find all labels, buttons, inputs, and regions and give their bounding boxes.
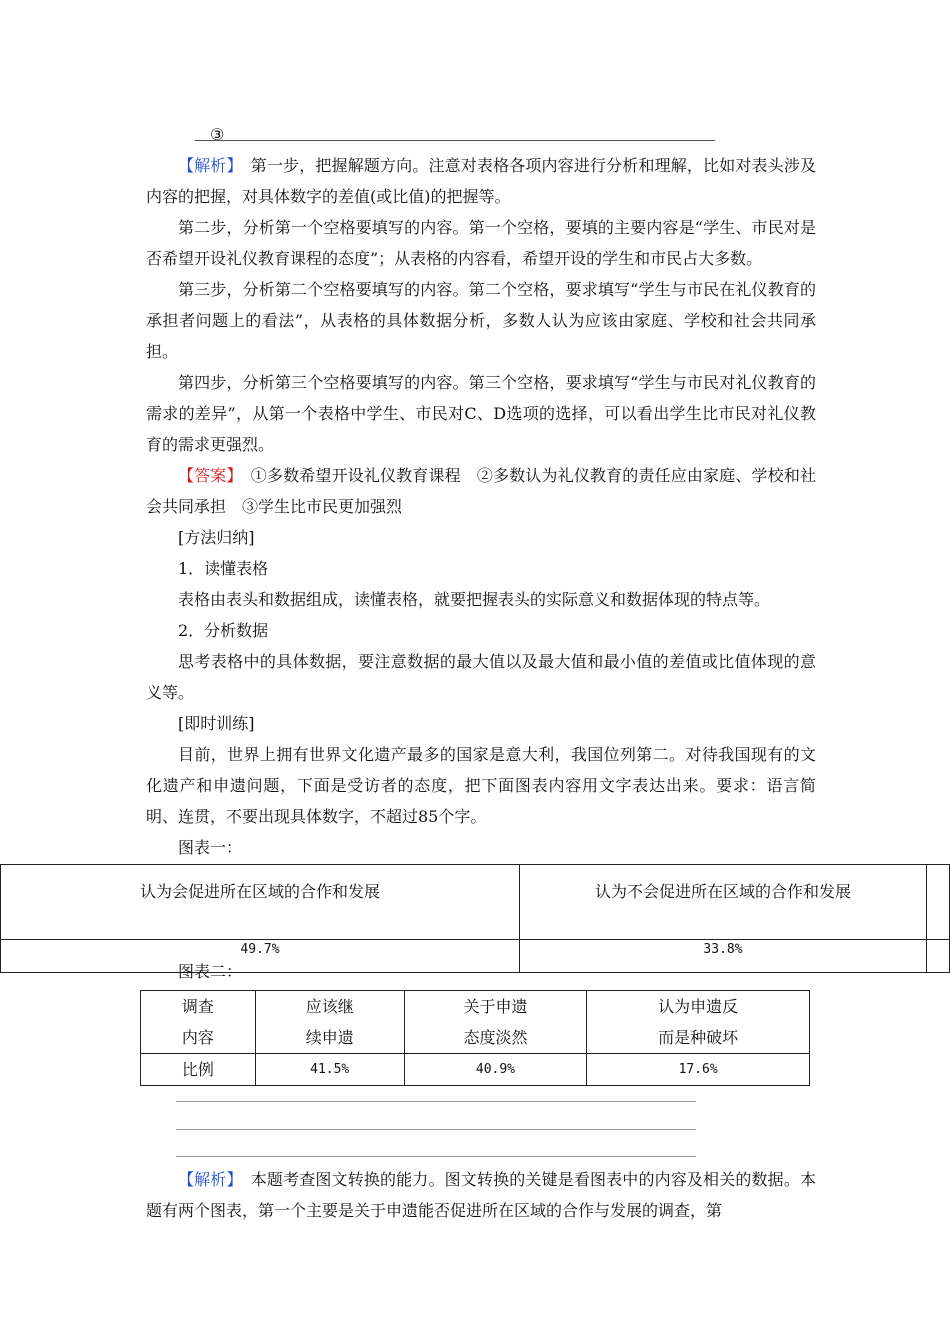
chart2-table <box>140 990 810 1086</box>
table2-value-2: 40.9% <box>404 1054 587 1086</box>
method-heading: [方法归纳] <box>178 528 255 547</box>
training-heading: [即时训练] <box>178 714 255 733</box>
answer-tag: 【答案】 <box>178 466 235 485</box>
table2-header-3: 关于申遗 态度淡然 <box>404 991 587 1054</box>
answer-text: ①多数希望开设礼仪教育课程 ②多数认为礼仪教育的责任应由家庭、学校和社会共同承担 ③学生比市民更加强烈 <box>146 466 816 516</box>
analysis-step4: 第四步，分析第三个空格要填写的内容。第三个空格，要求填写“学生与市民对礼仪教育的需求的差异”，从第一个表格中学生、市民对C、D选项的选择，可以看出学生比市民对礼仪教育的需求更强烈。 <box>146 373 816 454</box>
method-item2-text: 思考表格中的具体数据，要注意数据的最大值以及最大值和最小值的差值或比值体现的意义等。 <box>146 652 816 702</box>
answer-blank-line-1 <box>176 1101 696 1102</box>
table2-header-1: 调查 内容 <box>141 991 256 1054</box>
item-number: ③ <box>210 125 225 144</box>
answer-block <box>146 460 816 522</box>
table2-value-3: 17.6% <box>587 1054 810 1086</box>
table1-value-2: 33.8% <box>520 940 927 973</box>
training-question: 目前，世界上拥有世界文化遗产最多的国家是意大利，我国位列第二。对待我国现有的文化遗产和申遗问题，下面是受访者的态度，把下面图表内容用文字表达出来。要求：语言简明、连贯，不要出现具体数字，不超过85个字。 <box>146 745 816 826</box>
answer-blank-line <box>195 140 715 141</box>
chart2-label: 图表二： <box>178 962 243 981</box>
analysis-step1-text: 第一步，把握解题方向。注意对表格各项内容进行分析和理解，比如对表头涉及内容的把握，对具体数字的差值(或比值)的把握等。 <box>146 156 816 206</box>
table1-header-1: 认为会促进所在区域的合作和发展 <box>1 865 520 940</box>
method-item2-title: 2．分析数据 <box>178 621 269 640</box>
answer-blank-line-3 <box>176 1156 696 1157</box>
table2-value-1: 41.5% <box>255 1054 404 1086</box>
analysis2-tag: 【解析】 <box>178 1170 235 1189</box>
analysis2-text: 本题考查图文转换的能力。图文转换的关键是看图表中的内容及相关的数据。本题有两个图表，第一个主要是关于申遗能否促进所在区域的合作与发展的调查，第 <box>146 1170 816 1220</box>
analysis-step2: 第二步，分析第一个空格要填写的内容。第一个空格，要填的主要内容是“学生、市民对是否希望开设礼仪教育课程的态度”；从表格的内容看，希望开设的学生和市民占大多数。 <box>146 218 816 268</box>
table2-header-4: 认为申遗反 而是种破坏 <box>587 991 810 1054</box>
table2-row-label: 比例 <box>141 1054 256 1086</box>
chart1-label: 图表一： <box>178 838 243 857</box>
analysis-tag: 【解析】 <box>178 156 235 175</box>
analysis2-block <box>146 1164 816 1226</box>
answer-blank-line-2 <box>176 1129 696 1130</box>
table1-header-3 <box>927 865 950 940</box>
analysis-step3: 第三步，分析第二个空格要填写的内容。第二个空格，要求填写“学生与市民在礼仪教育的承担者问题上的看法”，从表格的具体数据分析，多数人认为应该由家庭、学校和社会共同承担。 <box>146 280 816 361</box>
method-item1-text: 表格由表头和数据组成，读懂表格，就要把握表头的实际意义和数据体现的特点等。 <box>178 590 771 609</box>
method-item1-title: 1．读懂表格 <box>178 559 269 578</box>
answer-item-3 <box>146 119 816 150</box>
table1-value-3 <box>927 940 950 973</box>
table2-header-2: 应该继 续申遗 <box>255 991 404 1054</box>
analysis-step1 <box>146 150 816 212</box>
table1-header-2: 认为不会促进所在区域的合作和发展 <box>520 865 927 940</box>
table1-value-1: 49.7% <box>1 940 520 973</box>
